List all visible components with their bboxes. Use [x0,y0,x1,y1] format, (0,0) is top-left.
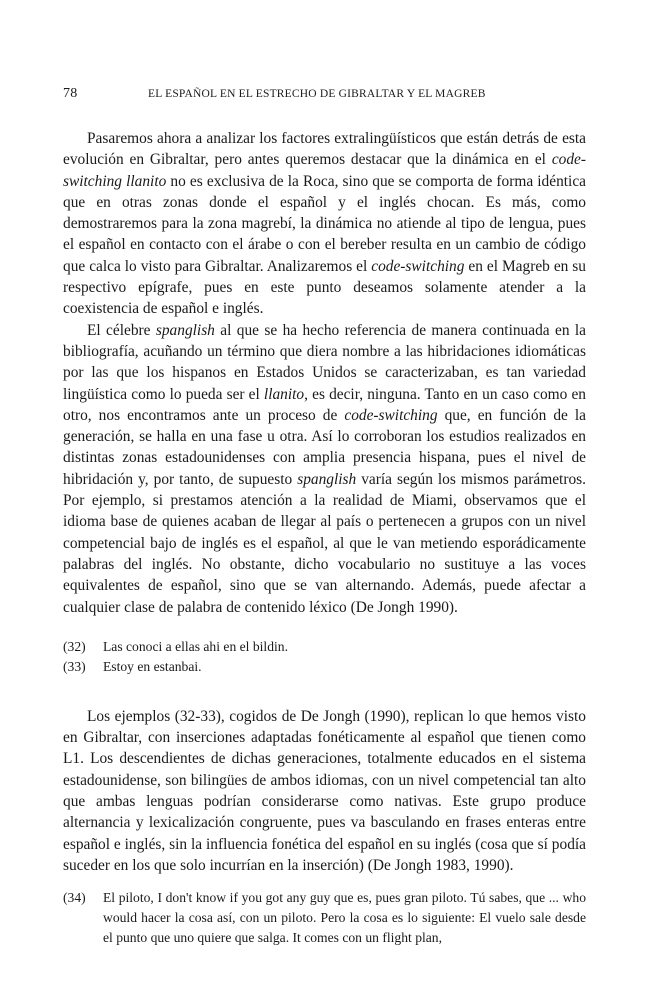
text-run: El célebre [87,321,156,339]
text-run: no es exclusiva de la Roca, sino que se comporta de forma idéntica que en otras zonas donde el español y el inglés chocan. Es más, como demostraremos para la zona magrebí, la dinámica no atiende al tipo de lengua, pues el español en contacto con el árabe o con el bereber resulta en un cambio de código que calca lo visto para Gibraltar. Analizaremos el [63,172,586,275]
example-item [63,888,586,948]
example-number: (33) [63,658,86,674]
italic-term: code-switching [371,257,465,275]
example-list-34 [63,888,586,948]
italic-term: spanglish [297,470,357,488]
text-run: , es decir, ninguna. Tanto en un caso como en otro, nos encontramos ante un proceso de [63,385,586,424]
running-title: EL ESPAÑOL EN EL ESTRECHO DE GIBRALTAR Y EL MAGREB [148,88,486,100]
example-text: Las conoci a ellas ahi en el bildin. [103,638,288,654]
paragraph-3 [63,706,586,876]
paragraph-2 [63,320,586,618]
italic-term: code-switching [344,406,438,424]
paragraph-1 [63,128,586,320]
page-body [63,128,586,948]
italic-term: llanito [263,385,305,403]
example-text: El piloto, I don't know if you got any guy que es, pues gran piloto. Tú sabes, que ... who would hacer la cosa así, con un piloto. Pero la cosa es lo siguiente: El vuelo sale desde el punto que uno quiere que salga. It comes con un flight plan, [103,890,586,946]
example-number: (34) [63,890,86,906]
example-item [63,637,586,657]
text-run: que, en función de la generación, se halla en una fase u otra. Así lo corroboran los estudios realizados en distintas zonas estadounidenses con amplia presencia hispana, pues el nivel de hibridación y, por tanto, de supuesto [63,406,586,488]
page-number: 78 [63,86,78,101]
text-run: Los ejemplos (32-33), cogidos de De Jongh (1990), replican lo que hemos visto en Gibraltar, con inserciones adaptadas fonéticamente al español que tienen como L1. Los descendientes de dichas generaciones, totalmente educados en el sistema estadounidense, son bilingües de ambos idiomas, con un nivel competencial tan alto que ambas lenguas podrían considerarse como nativas. Este grupo produce alternancia y lexicalización congruente, pues va basculando en frases enteras entre español e inglés, sin la influencia fonética del español en su inglés (cosa que sí podía suceder en los que solo incurrían en la inserción) (De Jongh 1983, 1990). [63,707,586,874]
text-run: varía según los mismos parámetros. Por ejemplo, si prestamos atención a la realidad de Miami, observamos que el idioma base de quienes acaban de llegar al país o pertenecen a grupos con un nivel competencial bajo de inglés es el español, al que le van metiendo esporádicamente palabras del inglés. No obstante, dicho vocabulario no sustituye a las voces equivalentes de español, sino que se van alternando. Además, puede afectar a cualquier clase de palabra de contenido léxico (De Jongh 1990). [63,470,586,616]
text-run: en el Magreb en su respectivo epígrafe, pues en este punto deseamos solamente atender a la coexistencia de español e inglés. [63,257,586,318]
example-list-32-33 [63,637,586,677]
example-number: (32) [63,638,86,654]
page-header [63,86,586,104]
italic-term: spanglish [155,321,215,339]
text-run: Pasaremos ahora a analizar los factores extralingüísticos que están detrás de esta evolución en Gibraltar, pero antes queremos destacar que la dinámica en el [63,130,586,169]
italic-term: code-switching llanito [63,151,586,190]
example-text: Estoy en estanbai. [103,658,202,674]
text-run: al que se ha hecho referencia de manera continuada en la bibliografía, acuñando un término que diera nombre a las hibridaciones idiomáticas por las que los hispanos en Estados Unidos se caracterizaban, es tan variedad lingüística como lo pueda ser el [63,321,587,403]
example-item [63,657,586,677]
